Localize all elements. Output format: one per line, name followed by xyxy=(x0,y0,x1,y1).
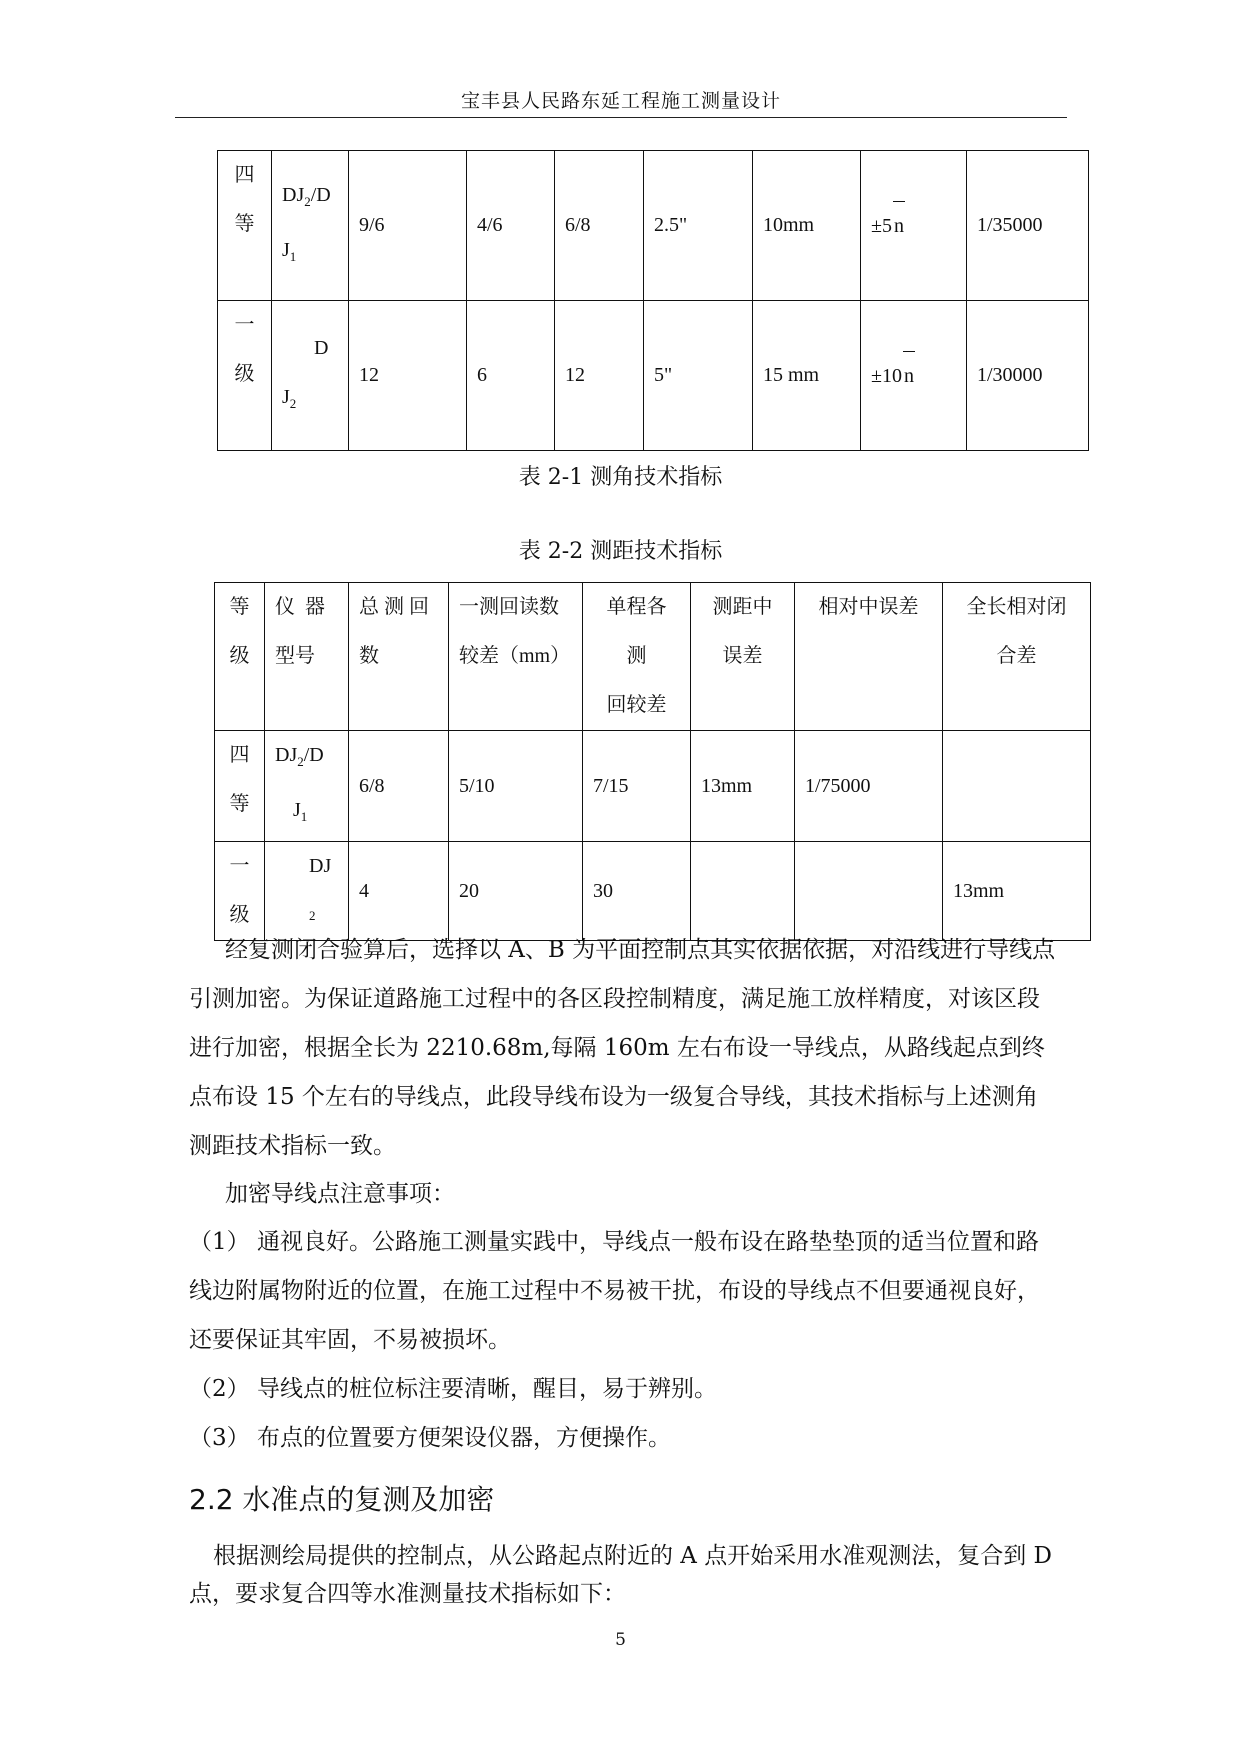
table-cell: 13mm xyxy=(943,842,1091,941)
column-header: 等 级 xyxy=(215,583,265,731)
table-cell: 20 xyxy=(449,842,583,941)
list-item: （1） 通视良好。公路施工测量实践中，导线点一般布设在路垫垫顶的适当位置和路线边附属物附近的位置，在施工过程中不易被干扰，布设的导线点不但要通视良好，还要保证其牢固，不易被损坏。 xyxy=(189,1229,1040,1353)
table-cell: 2.5" xyxy=(644,151,753,301)
instrument-cell: DJ 2 xyxy=(265,842,349,941)
table-cell: 30 xyxy=(583,842,691,941)
table-cell: 9/6 xyxy=(349,151,467,301)
closure-formula-cell: ±5 n xyxy=(861,151,967,301)
column-header: 全长相对闭 合差 xyxy=(943,583,1091,731)
table-cell: 4/6 xyxy=(467,151,555,301)
table-cell xyxy=(943,731,1091,842)
header-rule xyxy=(175,117,1067,118)
section-heading: 2.2 水准点的复测及加密 xyxy=(189,1483,495,1516)
grade-cell: 一 级 xyxy=(215,842,265,941)
page-number: 5 xyxy=(615,1630,626,1650)
table-cell: 12 xyxy=(555,301,644,451)
column-header: 一测回读数 较差（mm） xyxy=(449,583,583,731)
table-cell: 1/30000 xyxy=(967,301,1089,451)
closure-formula-cell: ±10 n xyxy=(861,301,967,451)
instrument-cell: $DJ_2/D$ $J_1$ xyxy=(272,151,349,301)
column-header: 相对中误差 xyxy=(795,583,943,731)
grade-cell: 四 等 xyxy=(215,731,265,842)
table-cell: 7/15 xyxy=(583,731,691,842)
table-caption: 表 2-2 测距技术指标 xyxy=(518,539,723,564)
table-cell: 1/75000 xyxy=(795,731,943,842)
table-cell: 13mm xyxy=(691,731,795,842)
page-header: 宝丰县人民路东延工程施工测量设计 xyxy=(460,90,781,112)
list-item: （3） 布点的位置要方便架设仪器，方便操作。 xyxy=(189,1425,671,1451)
sqrt-symbol: n xyxy=(893,201,905,251)
table-cell: 5" xyxy=(644,301,753,451)
table-cell: 6 xyxy=(467,301,555,451)
column-header: 单程各 测 回较差 xyxy=(583,583,691,731)
grade-cell: 一 级 xyxy=(218,301,272,451)
column-header: 总 测 回 数 xyxy=(349,583,449,731)
table-caption: 表 2-1 测角技术指标 xyxy=(518,465,723,490)
table-cell: 1/35000 xyxy=(967,151,1089,301)
table-row xyxy=(218,151,1089,301)
table-header-row xyxy=(215,583,1091,731)
table-cell: 12 xyxy=(349,301,467,451)
table-row xyxy=(218,301,1089,451)
body-paragraph: 加密导线点注意事项： xyxy=(225,1181,455,1207)
distance-spec-table xyxy=(214,582,1091,941)
table-cell: 15 mm xyxy=(753,301,861,451)
table-cell: 5/10 xyxy=(449,731,583,842)
column-header: 仪 器 型号 xyxy=(265,583,349,731)
body-paragraph: 根据测绘局提供的控制点，从公路起点附近的 A 点开始采用水准观测法，复合到 D 点，要求复合四等水准测量技术指标如下： xyxy=(189,1543,1052,1607)
table-cell: 10mm xyxy=(753,151,861,301)
grade-cell: 四 等 xyxy=(218,151,272,301)
table-row xyxy=(215,731,1091,842)
instrument-cell: $DJ_2/D$ $J_1$ xyxy=(265,731,349,842)
table-cell: 6/8 xyxy=(349,731,449,842)
table-cell: 6/8 xyxy=(555,151,644,301)
sqrt-symbol: n xyxy=(903,351,915,401)
body-paragraph: 经复测闭合验算后，选择以 A、B 为平面控制点其实依据依据，对沿线进行导线点引测加密。为保证道路施工过程中的各区段控制精度，满足施工放样精度，对该区段进行加密，根据全长为 2210.68m,每隔 160m 左右布设一导线点，从路线起点到终点布设 15 个左右的导线点，此段导线布设为一级复合导线，其技术指标与上述测角测距技术指标一致。 xyxy=(189,937,1056,1159)
instrument-cell: D $J_2$ xyxy=(272,301,349,451)
column-header: 测距中 误差 xyxy=(691,583,795,731)
table-cell: 4 xyxy=(349,842,449,941)
list-item: （2） 导线点的桩位标注要清晰，醒目，易于辨别。 xyxy=(189,1376,717,1402)
angle-spec-table xyxy=(217,150,1089,451)
